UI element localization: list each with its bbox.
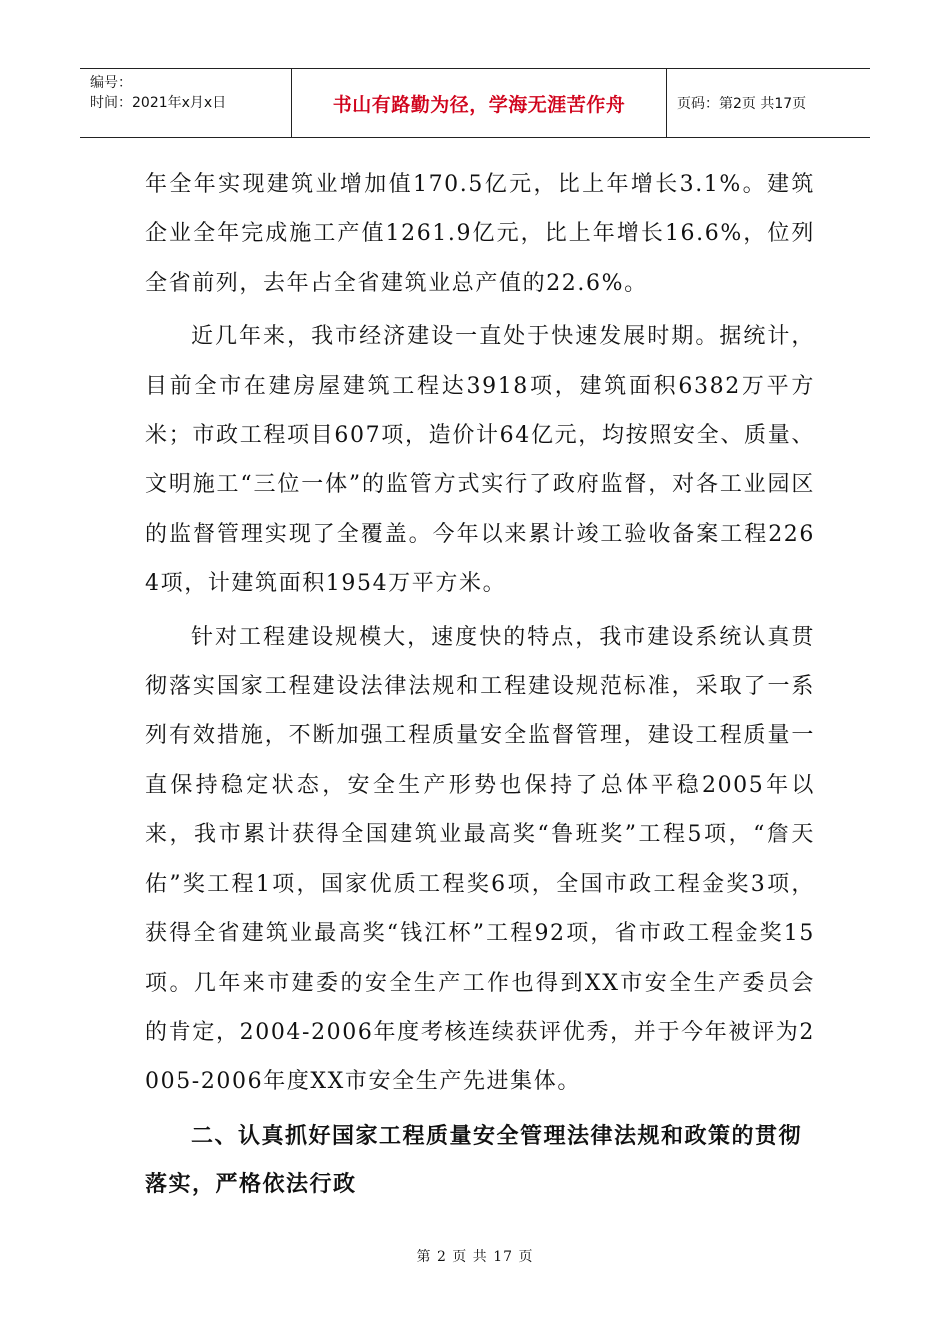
paragraph-3: 针对工程建设规模大，速度快的特点，我市建设系统认真贯彻落实国家工程建设法律法规和工程建设规范标准，采取了一系列有效措施，不断加强工程质量安全监督管理，建设工程质量一直保持稳定状态，安全生产形势也保持了总体平稳2005年以来，我市累计获得全国建筑业最高奖“鲁班奖”工程5项，“詹天佑”奖工程1项，国家优质工程奖6项，全国市政工程金奖3项，获得全省建筑业最高奖“钱江杯”工程92项，省市政工程金奖15项。几年来市建委的安全生产工作也得到XX市安全生产委员会的肯定，2004-2006年度考核连续获评优秀，并于今年被评为2005-2006年度XX市安全生产先进集体。 [145,624,815,1095]
section-heading: 二、认真抓好国家工程质量安全管理法律法规和政策的贯彻落实，严格依法行政 [145,1123,803,1197]
document-body [145,160,815,1209]
header-motto: 书山有路勤为径，学海无涯苦作舟 [292,69,667,137]
header-meta [80,69,292,137]
document-number-label: 编号： [90,75,132,91]
page-header [80,68,870,138]
document-date: 时间：2021年x月x日 [90,95,227,111]
page-footer: 第 2 页 共 17 页 [416,1249,534,1265]
paragraph-1: 年全年实现建筑业增加值170.5亿元，比上年增长3.1%。建筑企业全年完成施工产值1261.9亿元，比上年增长16.6%，位列全省前列，去年占全省建筑业总产值的22.6%。 [145,172,815,296]
paragraph-2: 近几年来，我市经济建设一直处于快速发展时期。据统计，目前全市在建房屋建筑工程达3918项，建筑面积6382万平方米；市政工程项目607项，造价计64亿元，均按照安全、质量、文明施工“三位一体”的监管方式实行了政府监督，对各工业园区的监督管理实现了全覆盖。今年以来累计竣工验收备案工程2264项，计建筑面积1954万平方米。 [145,324,815,597]
header-page-info: 页码：第2页 共17页 [677,96,807,112]
